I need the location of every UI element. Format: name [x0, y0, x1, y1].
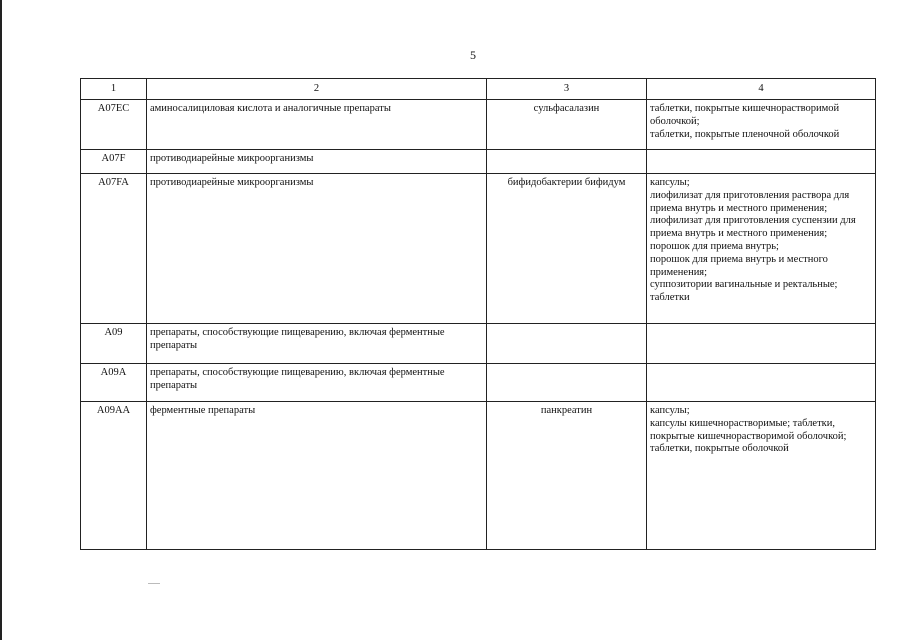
dosage-form-item: лиофилизат для приготовления раствора для приема внутрь и местного применения; — [650, 189, 850, 214]
table-row — [81, 100, 876, 150]
table-row — [81, 174, 876, 324]
atc-code-cell: A07FA — [81, 174, 147, 324]
drug-table — [80, 78, 876, 550]
atc-code-cell: A09AA — [81, 402, 147, 550]
page-number: 5 — [470, 48, 476, 62]
dosage-forms-cell — [647, 174, 876, 324]
atc-code-cell: A09A — [81, 364, 147, 402]
dosage-forms-cell — [647, 402, 876, 550]
dosage-form-item: капсулы; — [650, 405, 690, 416]
dosage-form-item: капсулы кишечнорастворимые; таблетки, покрытые кишечнорастворимой оболочкой; — [650, 417, 847, 442]
dosage-form-item: порошок для приема внутрь и местного применения; — [650, 253, 828, 278]
dosage-forms-cell — [647, 100, 876, 150]
dosage-forms-cell — [647, 150, 876, 174]
page-left-edge — [0, 0, 2, 640]
dosage-forms-cell — [647, 364, 876, 402]
drug-name-cell — [487, 364, 647, 402]
table-header-row — [81, 79, 876, 100]
table-row — [81, 364, 876, 402]
table-row — [81, 150, 876, 174]
dosage-form-item: таблетки, покрытые кишечнорастворимой оболочкой; — [650, 103, 840, 127]
dosage-form-item: таблетки, покрытые пленочной оболочкой — [650, 128, 840, 140]
column-header-1: 1 — [81, 79, 147, 100]
group-name-cell: противодиарейные микроорганизмы — [147, 174, 487, 324]
group-name-cell: противодиарейные микроорганизмы — [147, 150, 487, 174]
group-name-cell: препараты, способствующие пищеварению, включая ферментные препараты — [147, 324, 487, 364]
atc-code-cell: A09 — [81, 324, 147, 364]
atc-code-cell: A07EC — [81, 100, 147, 150]
dosage-form-item: порошок для приема внутрь; — [650, 240, 779, 252]
column-header-3: 3 — [487, 79, 647, 100]
drug-name-cell — [487, 150, 647, 174]
table-row — [81, 402, 876, 550]
drug-name-cell: бифидобактерии бифидум — [487, 174, 647, 324]
atc-code-cell: A07F — [81, 150, 147, 174]
dosage-form-item: капсулы; — [650, 177, 690, 188]
dosage-form-item: лиофилизат для приготовления суспензии для приема внутрь и местного применения; — [650, 215, 856, 240]
group-name-cell: препараты, способствующие пищеварению, включая ферментные препараты — [147, 364, 487, 402]
column-header-4: 4 — [647, 79, 876, 100]
group-name-cell: аминосалициловая кислота и аналогичные препараты — [147, 100, 487, 150]
table-row — [81, 324, 876, 364]
dosage-forms-cell — [647, 324, 876, 364]
dosage-form-item: таблетки — [650, 292, 690, 304]
drug-name-cell: панкреатин — [487, 402, 647, 550]
column-header-2: 2 — [147, 79, 487, 100]
drug-name-cell — [487, 324, 647, 364]
dosage-form-item: суппозитории вагинальные и ректальные; — [650, 279, 838, 291]
drug-name-cell: сульфасалазин — [487, 100, 647, 150]
dosage-form-item: таблетки, покрытые оболочкой — [650, 443, 789, 455]
scan-artifact-mark — [148, 583, 160, 584]
group-name-cell: ферментные препараты — [147, 402, 487, 550]
